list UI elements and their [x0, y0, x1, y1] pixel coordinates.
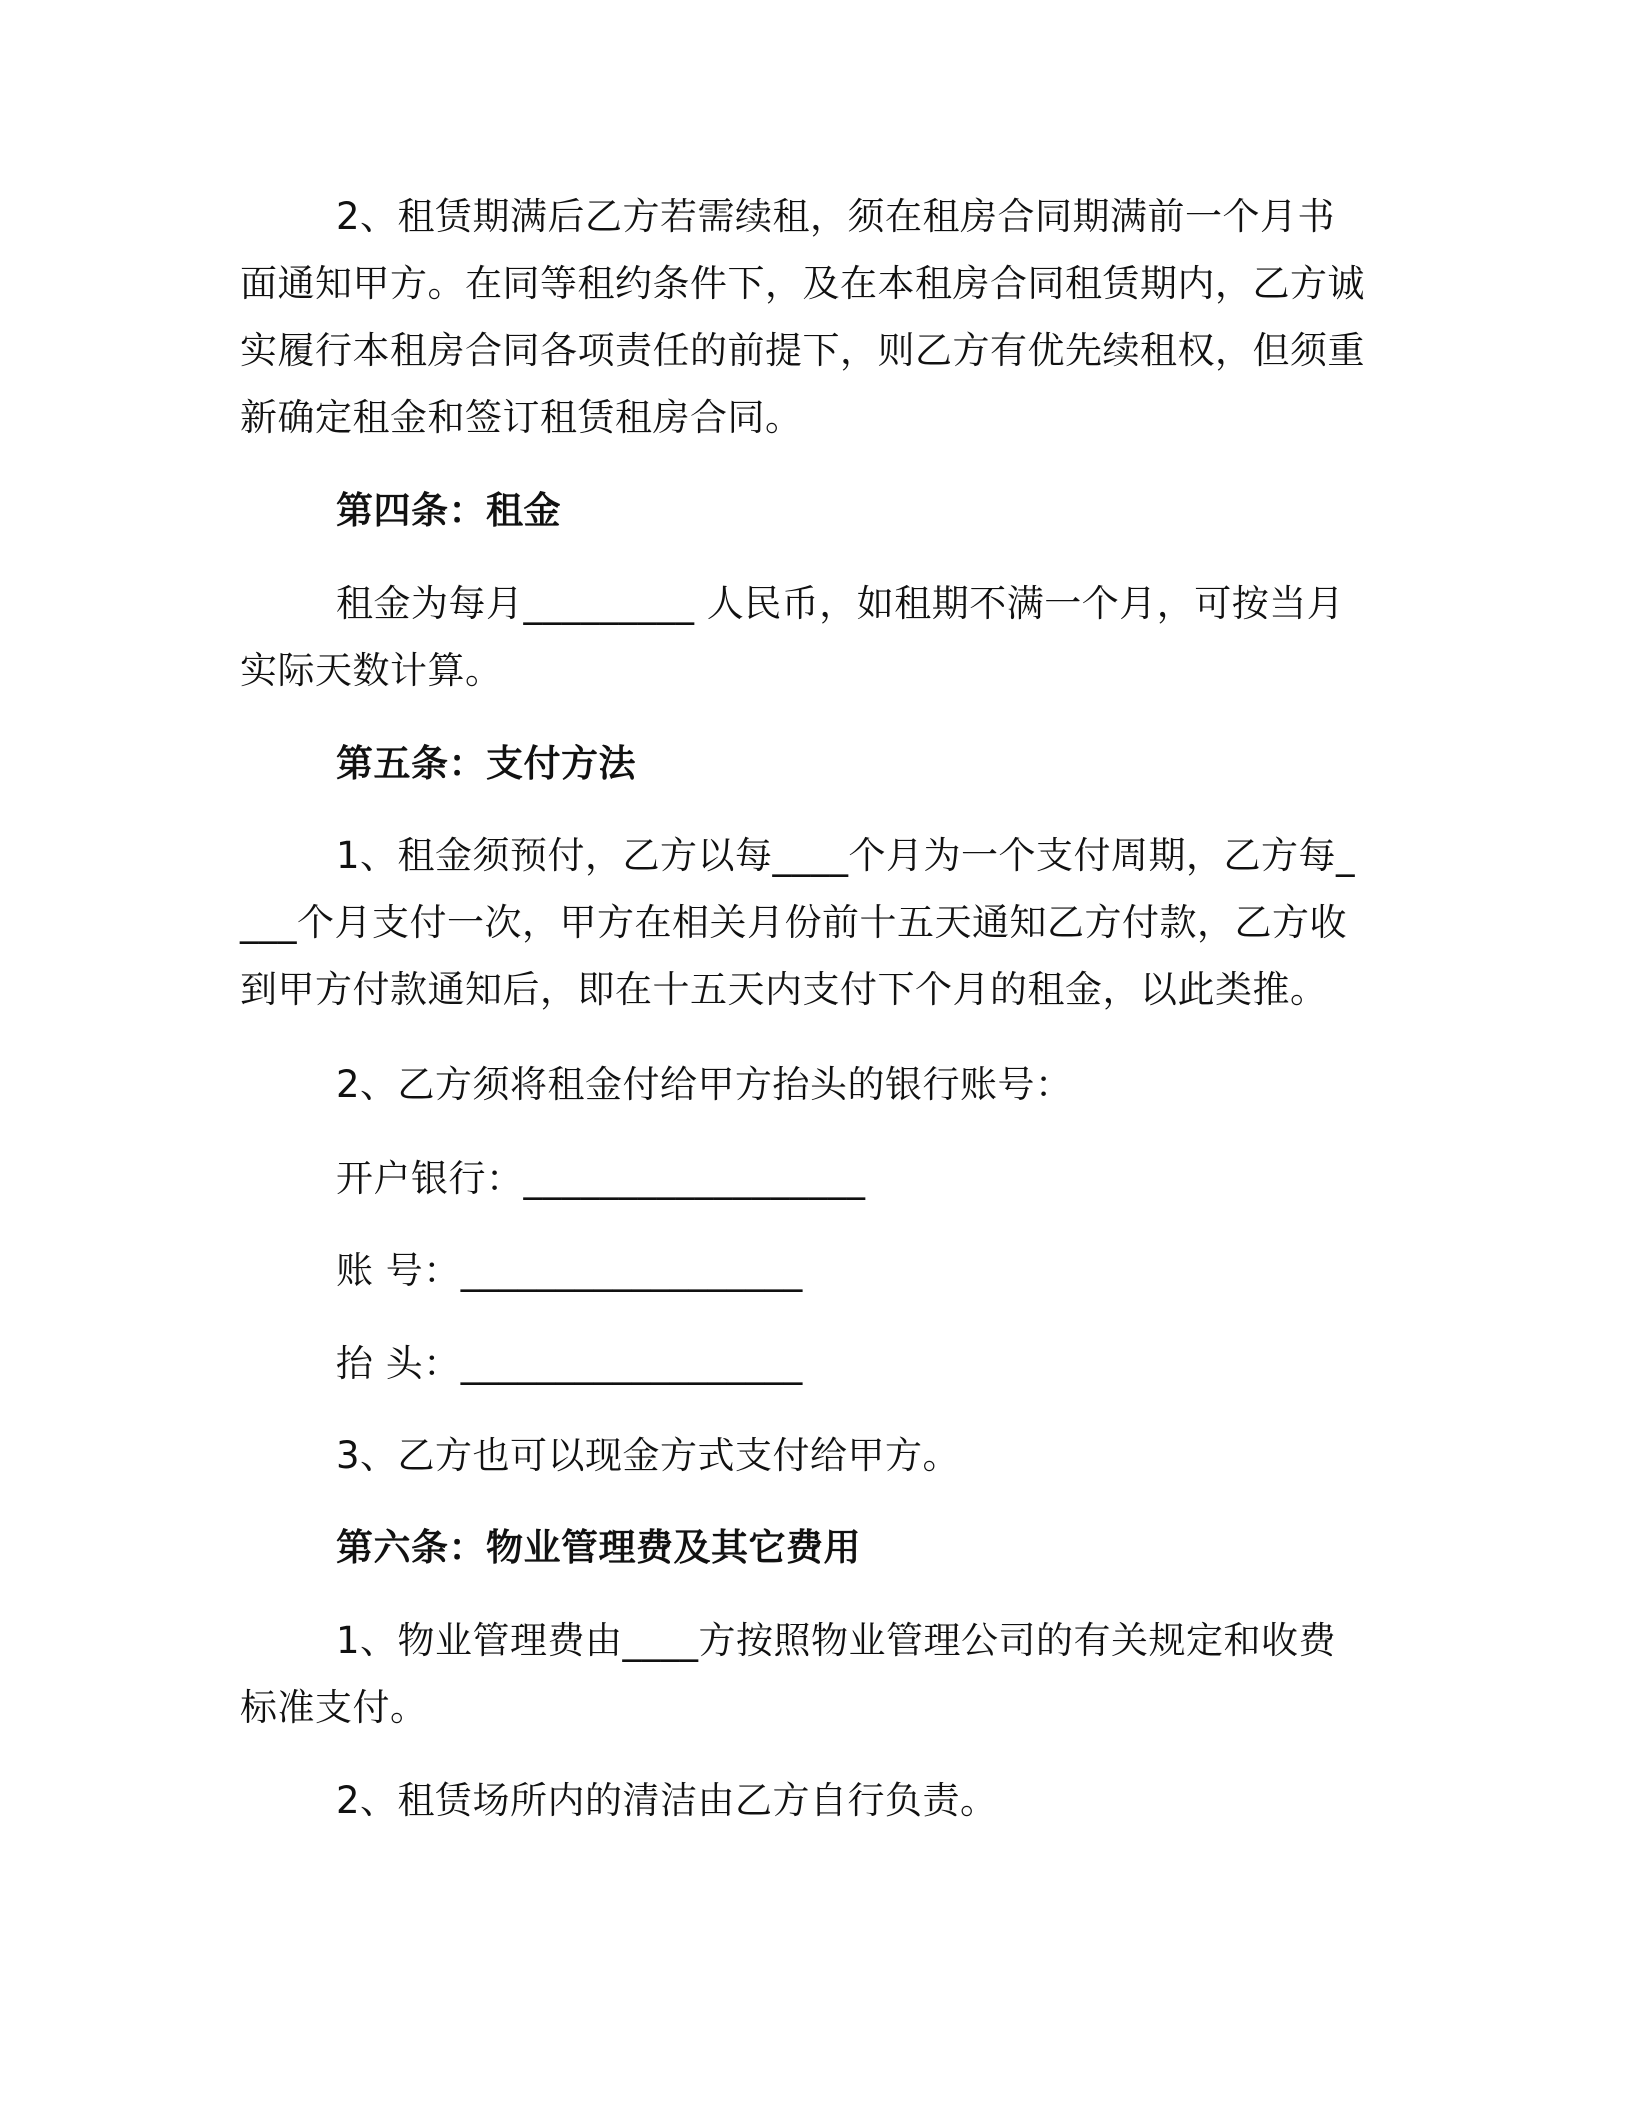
- clause5-item1-paragraph: 1、租金须预付，乙方以每____个月为一个支付周期，乙方每____个月支付一次，甲方在相关月份前十五天通知乙方付款，乙方收到甲方付款通知后，即在十五天内支付下个月的租金，以此类推。: [240, 834, 1356, 1011]
- clause3-item2-paragraph: 2、租赁期满后乙方若需续租，须在租房合同期满前一个月书面通知甲方。在同等租约条件下，及在本租房合同租赁期内，乙方诚实履行本租房合同各项责任的前提下，则乙方有优先续租权，但须重新确定租金和签订租赁租房合同。: [240, 195, 1365, 439]
- clause5-item3-paragraph: 3、乙方也可以现金方式支付给甲方。: [336, 1434, 961, 1477]
- clause6-item2-paragraph: 2、租赁场所内的清洁由乙方自行负责。: [336, 1779, 998, 1822]
- clause4-heading: 第四条：租金: [336, 489, 561, 532]
- bank-name-field: 开户银行：__________________: [336, 1157, 866, 1200]
- clause4-rent-paragraph: 租金为每月_________ 人民币，如租期不满一个月，可按当月实际天数计算。: [240, 582, 1345, 692]
- account-number-field: 账 号：__________________: [336, 1249, 803, 1292]
- clause6-item1-paragraph: 1、物业管理费由____方按照物业管理公司的有关规定和收费标准支付。: [240, 1619, 1337, 1729]
- payee-field: 抬 头：__________________: [336, 1342, 803, 1385]
- clause6-heading: 第六条：物业管理费及其它费用: [336, 1526, 861, 1569]
- clause5-heading: 第五条：支付方法: [336, 742, 636, 785]
- clause5-item2-paragraph: 2、乙方须将租金付给甲方抬头的银行账号：: [336, 1063, 1073, 1106]
